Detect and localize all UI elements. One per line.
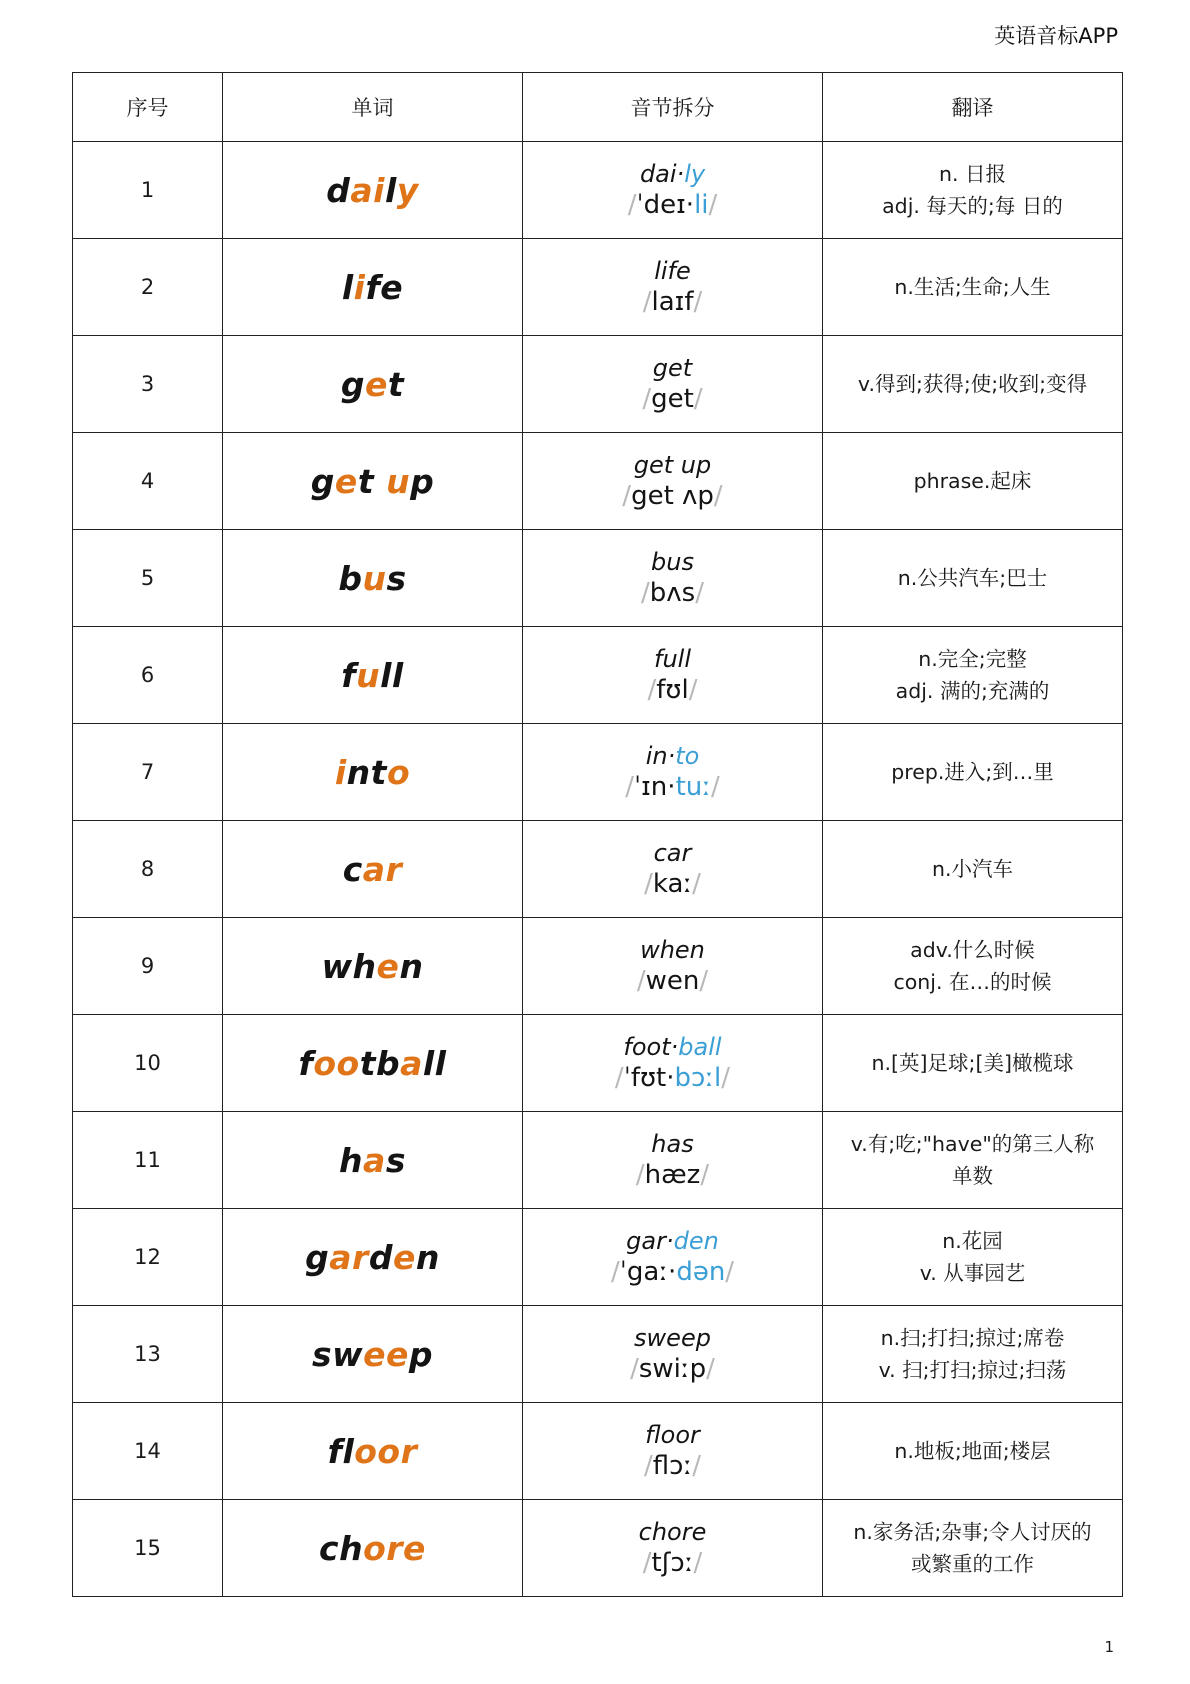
syllable-cell bbox=[523, 1112, 823, 1209]
syllable-segment: has bbox=[651, 1130, 694, 1158]
slash-open: / bbox=[625, 772, 634, 802]
word-text bbox=[305, 1238, 440, 1277]
word-letter-group: e bbox=[364, 364, 388, 404]
translation-cell bbox=[823, 433, 1123, 530]
word-text bbox=[342, 268, 403, 307]
translation-cell bbox=[823, 1112, 1123, 1209]
syllable-segment: foot bbox=[623, 1033, 671, 1061]
syllable-segment: life bbox=[654, 257, 691, 285]
syllable-cell bbox=[523, 239, 823, 336]
table-row bbox=[73, 1403, 1123, 1500]
translation-line: n.小汽车 bbox=[931, 857, 1013, 881]
translation-line: phrase.起床 bbox=[913, 469, 1032, 493]
word-letter-group: e bbox=[334, 461, 358, 501]
syllable-segment: to bbox=[675, 742, 700, 770]
table-row bbox=[73, 239, 1123, 336]
ipa-segment: get ʌp bbox=[631, 481, 714, 511]
row-number: 9 bbox=[73, 918, 223, 1015]
row-number: 8 bbox=[73, 821, 223, 918]
ipa-segment: tuː bbox=[675, 772, 711, 802]
table-row bbox=[73, 142, 1123, 239]
syllable-cell bbox=[523, 1306, 823, 1403]
vocabulary-table bbox=[72, 72, 1123, 1597]
word-letter-group: i bbox=[353, 267, 366, 307]
syllable-segment: sweep bbox=[634, 1324, 711, 1352]
syllable-cell bbox=[523, 821, 823, 918]
word-cell bbox=[223, 530, 523, 627]
word-text bbox=[338, 559, 406, 598]
translation-cell bbox=[823, 1209, 1123, 1306]
slash-close: / bbox=[708, 190, 718, 220]
ipa-segment: · bbox=[668, 1257, 677, 1287]
word-text bbox=[341, 656, 403, 695]
table-row bbox=[73, 1500, 1123, 1597]
syllable-segment: when bbox=[640, 936, 705, 964]
word-letter-group: u bbox=[386, 461, 411, 501]
table-row bbox=[73, 821, 1123, 918]
row-number: 4 bbox=[73, 433, 223, 530]
slash-close: / bbox=[725, 1257, 735, 1287]
slash-open: / bbox=[647, 675, 657, 705]
translation-line: n.花园 bbox=[942, 1229, 1003, 1253]
word-letter-group: p bbox=[410, 461, 435, 501]
row-number: 5 bbox=[73, 530, 223, 627]
word-letter-group: wh bbox=[321, 946, 377, 986]
word-letter-group: a bbox=[400, 1043, 423, 1083]
syllable-split bbox=[531, 644, 814, 674]
word-letter-group: d bbox=[326, 170, 351, 210]
syllable-cell bbox=[523, 1403, 823, 1500]
syllable-cell bbox=[523, 724, 823, 821]
syllable-cell bbox=[523, 336, 823, 433]
translation-line: adv.什么时候 bbox=[910, 938, 1035, 962]
translation-line: n.家务活;杂事;令人讨厌的 bbox=[853, 1520, 1092, 1544]
syllable-split bbox=[531, 1129, 814, 1159]
translation-line: v.得到;获得;使;收到;变得 bbox=[857, 372, 1088, 396]
phonetic-transcription bbox=[531, 1547, 814, 1579]
slash-open: / bbox=[627, 190, 637, 220]
word-cell bbox=[223, 1306, 523, 1403]
word-letter-group: oor bbox=[354, 1431, 418, 1471]
translation-line: adj. 每天的;每 日的 bbox=[882, 194, 1063, 218]
slash-close: / bbox=[695, 578, 704, 608]
translation-line: v. 扫;打扫;掠过;扫荡 bbox=[878, 1358, 1067, 1382]
table-row bbox=[73, 724, 1123, 821]
word-letter-group: t bbox=[357, 461, 387, 501]
translation-line: n. 日报 bbox=[938, 162, 1007, 186]
table-row bbox=[73, 336, 1123, 433]
translation-cell bbox=[823, 239, 1123, 336]
syllable-segment: ly bbox=[684, 160, 706, 188]
table-row bbox=[73, 433, 1123, 530]
syllable-split bbox=[531, 838, 814, 868]
word-letter-group: g bbox=[340, 364, 365, 404]
word-letter-group: ll bbox=[422, 1043, 447, 1083]
word-letter-group: l bbox=[384, 170, 397, 210]
word-letter-group: b bbox=[338, 558, 363, 598]
syllable-segment: chore bbox=[638, 1518, 707, 1546]
slash-open: / bbox=[644, 869, 653, 899]
translation-line: n.扫;打扫;掠过;席卷 bbox=[880, 1326, 1065, 1350]
syllable-segment: in bbox=[645, 742, 668, 770]
translation-cell bbox=[823, 336, 1123, 433]
slash-open: / bbox=[622, 481, 632, 511]
slash-open: / bbox=[636, 966, 646, 996]
syllable-cell bbox=[523, 1209, 823, 1306]
slash-close: / bbox=[721, 1063, 731, 1093]
word-letter-group: sw bbox=[311, 1334, 364, 1374]
ipa-segment: flɔː bbox=[652, 1451, 693, 1481]
syllable-split bbox=[531, 547, 814, 577]
slash-close: / bbox=[713, 481, 723, 511]
translation-cell bbox=[823, 627, 1123, 724]
table-row bbox=[73, 530, 1123, 627]
word-letter-group: e bbox=[392, 1237, 416, 1277]
slash-open: / bbox=[644, 1451, 653, 1481]
slash-open: / bbox=[635, 1160, 645, 1190]
ipa-segment: li bbox=[694, 190, 709, 220]
word-letter-group: tb bbox=[359, 1043, 401, 1083]
table-row bbox=[73, 1306, 1123, 1403]
ipa-segment: kaː bbox=[652, 869, 693, 899]
word-letter-group: u bbox=[356, 655, 381, 695]
row-number: 12 bbox=[73, 1209, 223, 1306]
table-body bbox=[73, 142, 1123, 1597]
column-header-translation: 翻译 bbox=[823, 73, 1123, 142]
phonetic-transcription bbox=[531, 965, 814, 997]
word-text bbox=[343, 850, 403, 889]
syllable-cell bbox=[523, 142, 823, 239]
syllable-segment: floor bbox=[645, 1421, 700, 1449]
translation-line: adj. 满的;充满的 bbox=[895, 679, 1050, 703]
word-letter-group: fe bbox=[365, 267, 404, 307]
translation-line: 或繁重的工作 bbox=[911, 1552, 1034, 1576]
row-number: 3 bbox=[73, 336, 223, 433]
slash-open: / bbox=[614, 1063, 624, 1093]
word-text bbox=[298, 1044, 446, 1083]
syllable-split bbox=[531, 1323, 814, 1353]
slash-close: / bbox=[700, 1160, 710, 1190]
syllable-segment: dai bbox=[639, 160, 677, 188]
word-cell bbox=[223, 1403, 523, 1500]
slash-close: / bbox=[699, 966, 709, 996]
word-letter-group: ch bbox=[319, 1528, 364, 1568]
slash-close: / bbox=[711, 772, 720, 802]
phonetic-transcription bbox=[531, 674, 814, 706]
word-cell bbox=[223, 918, 523, 1015]
syllable-split bbox=[531, 1226, 814, 1256]
translation-line: n.公共汽车;巴士 bbox=[897, 566, 1048, 590]
table-row bbox=[73, 1209, 1123, 1306]
ipa-segment: ˈdeɪ bbox=[636, 190, 686, 220]
word-cell bbox=[223, 1500, 523, 1597]
word-text bbox=[339, 1141, 406, 1180]
word-letter-group: l bbox=[341, 267, 354, 307]
word-letter-group: f bbox=[298, 1043, 314, 1083]
ipa-segment: · bbox=[666, 1063, 675, 1093]
word-letter-group: fl bbox=[327, 1431, 355, 1471]
syllable-segment: · bbox=[676, 160, 685, 188]
word-letter-group: o bbox=[386, 752, 411, 792]
word-letter-group: u bbox=[362, 558, 387, 598]
translation-cell bbox=[823, 724, 1123, 821]
translation-line: 单数 bbox=[952, 1164, 993, 1188]
syllable-segment: full bbox=[654, 645, 691, 673]
ipa-segment: fʊl bbox=[656, 675, 689, 705]
word-letter-group: s bbox=[385, 1140, 406, 1180]
translation-cell bbox=[823, 1306, 1123, 1403]
word-letter-group: f bbox=[341, 655, 357, 695]
translation-line: v. 从事园艺 bbox=[919, 1261, 1026, 1285]
word-cell bbox=[223, 1015, 523, 1112]
translation-cell bbox=[823, 821, 1123, 918]
phonetic-transcription bbox=[531, 286, 814, 318]
word-letter-group: ar bbox=[329, 1237, 369, 1277]
translation-line: n.地板;地面;楼层 bbox=[894, 1439, 1051, 1463]
word-text bbox=[312, 1335, 433, 1374]
slash-close: / bbox=[706, 1354, 715, 1384]
word-text bbox=[341, 365, 404, 404]
syllable-segment: den bbox=[673, 1227, 719, 1255]
word-letter-group: p bbox=[408, 1334, 434, 1374]
phonetic-transcription bbox=[531, 1062, 814, 1094]
word-cell bbox=[223, 1209, 523, 1306]
translation-cell bbox=[823, 1015, 1123, 1112]
syllable-segment: get bbox=[652, 354, 693, 382]
app-title: 英语音标APP bbox=[994, 24, 1118, 48]
slash-open: / bbox=[630, 1354, 639, 1384]
slash-close: / bbox=[692, 869, 701, 899]
syllable-segment: get up bbox=[633, 451, 712, 479]
slash-close: / bbox=[693, 384, 703, 414]
ipa-segment: dən bbox=[676, 1257, 726, 1287]
word-cell bbox=[223, 1112, 523, 1209]
translation-line: conj. 在…的时候 bbox=[893, 970, 1052, 994]
ipa-segment: hæz bbox=[644, 1160, 701, 1190]
ipa-segment: · bbox=[685, 190, 695, 220]
phonetic-transcription bbox=[531, 1256, 814, 1288]
syllable-cell bbox=[523, 918, 823, 1015]
syllable-split bbox=[531, 159, 814, 189]
slash-open: / bbox=[610, 1257, 620, 1287]
translation-cell bbox=[823, 1403, 1123, 1500]
row-number: 6 bbox=[73, 627, 223, 724]
syllable-cell bbox=[523, 627, 823, 724]
word-letter-group: ee bbox=[363, 1334, 409, 1374]
word-letter-group: ai bbox=[350, 170, 385, 210]
table-row bbox=[73, 627, 1123, 724]
syllable-split bbox=[531, 1420, 814, 1450]
word-text bbox=[328, 1432, 418, 1471]
slash-open: / bbox=[642, 384, 652, 414]
translation-line: n.[英]足球;[美]橄榄球 bbox=[871, 1051, 1074, 1075]
slash-close: / bbox=[692, 1451, 701, 1481]
slash-close: / bbox=[693, 1548, 703, 1578]
word-cell bbox=[223, 239, 523, 336]
translation-line: v.有;吃;"have"的第三人称 bbox=[850, 1132, 1095, 1156]
page-number: 1 bbox=[1104, 1638, 1114, 1656]
row-number: 14 bbox=[73, 1403, 223, 1500]
word-text bbox=[326, 171, 419, 210]
translation-cell bbox=[823, 530, 1123, 627]
translation-line: n.完全;完整 bbox=[918, 647, 1027, 671]
syllable-segment: gar bbox=[626, 1227, 666, 1255]
translation-line: prep.进入;到…里 bbox=[891, 760, 1054, 784]
slash-open: / bbox=[642, 287, 652, 317]
ipa-segment: laɪf bbox=[651, 287, 694, 317]
slash-open: / bbox=[641, 578, 650, 608]
ipa-segment: bɔːl bbox=[674, 1063, 722, 1093]
word-letter-group: t bbox=[387, 364, 405, 404]
word-letter-group: g bbox=[310, 461, 335, 501]
ipa-segment: ˈfʊt bbox=[623, 1063, 667, 1093]
phonetic-transcription bbox=[531, 383, 814, 415]
word-letter-group: d bbox=[368, 1237, 393, 1277]
syllable-split bbox=[531, 353, 814, 383]
ipa-segment: swiːp bbox=[638, 1354, 707, 1384]
syllable-segment: · bbox=[670, 1033, 679, 1061]
phonetic-transcription bbox=[531, 1450, 814, 1482]
word-cell bbox=[223, 627, 523, 724]
word-cell bbox=[223, 336, 523, 433]
ipa-segment: ˈɪn bbox=[634, 772, 668, 802]
row-number: 13 bbox=[73, 1306, 223, 1403]
ipa-segment: wen bbox=[645, 966, 700, 996]
syllable-cell bbox=[523, 433, 823, 530]
word-text bbox=[311, 462, 434, 501]
syllable-segment: bus bbox=[651, 548, 694, 576]
translation-cell bbox=[823, 1500, 1123, 1597]
word-letter-group: h bbox=[339, 1140, 364, 1180]
row-number: 7 bbox=[73, 724, 223, 821]
slash-close: / bbox=[693, 287, 703, 317]
phonetic-transcription bbox=[531, 189, 814, 221]
table-row bbox=[73, 1015, 1123, 1112]
syllable-split bbox=[531, 935, 814, 965]
word-letter-group: ore bbox=[363, 1528, 426, 1568]
slash-close: / bbox=[688, 675, 698, 705]
row-number: 15 bbox=[73, 1500, 223, 1597]
word-letter-group: n bbox=[415, 1237, 440, 1277]
word-cell bbox=[223, 433, 523, 530]
table-row bbox=[73, 1112, 1123, 1209]
word-cell bbox=[223, 142, 523, 239]
syllable-cell bbox=[523, 530, 823, 627]
word-letter-group: i bbox=[334, 752, 347, 792]
word-letter-group: g bbox=[305, 1237, 330, 1277]
translation-cell bbox=[823, 918, 1123, 1015]
word-text bbox=[322, 947, 424, 986]
word-letter-group: s bbox=[386, 558, 407, 598]
column-header-number: 序号 bbox=[73, 73, 223, 142]
translation-cell bbox=[823, 142, 1123, 239]
syllable-split bbox=[531, 256, 814, 286]
word-text bbox=[319, 1529, 426, 1568]
table-row bbox=[73, 918, 1123, 1015]
syllable-cell bbox=[523, 1015, 823, 1112]
phonetic-transcription bbox=[531, 577, 814, 609]
word-text bbox=[335, 753, 410, 792]
syllable-split bbox=[531, 741, 814, 771]
syllable-segment: · bbox=[665, 1227, 674, 1255]
word-cell bbox=[223, 724, 523, 821]
word-letter-group: nt bbox=[346, 752, 387, 792]
word-letter-group: ar bbox=[362, 849, 403, 889]
syllable-segment: ball bbox=[678, 1033, 722, 1061]
phonetic-transcription bbox=[531, 771, 814, 803]
row-number: 1 bbox=[73, 142, 223, 239]
word-letter-group: oo bbox=[313, 1043, 360, 1083]
ipa-segment: ˈgaː bbox=[619, 1257, 669, 1287]
ipa-segment: bʌs bbox=[649, 578, 696, 608]
phonetic-transcription bbox=[531, 868, 814, 900]
column-header-word: 单词 bbox=[223, 73, 523, 142]
syllable-split bbox=[531, 1032, 814, 1062]
ipa-segment: tʃɔː bbox=[651, 1548, 694, 1578]
word-letter-group: c bbox=[342, 849, 363, 889]
syllable-split bbox=[531, 450, 814, 480]
syllable-split bbox=[531, 1517, 814, 1547]
table-header-row bbox=[73, 73, 1123, 142]
word-cell bbox=[223, 821, 523, 918]
row-number: 2 bbox=[73, 239, 223, 336]
syllable-segment: · bbox=[667, 742, 676, 770]
ipa-segment: · bbox=[667, 772, 676, 802]
row-number: 11 bbox=[73, 1112, 223, 1209]
column-header-syllables: 音节拆分 bbox=[523, 73, 823, 142]
ipa-segment: get bbox=[651, 384, 694, 414]
word-letter-group: y bbox=[396, 170, 419, 210]
slash-open: / bbox=[642, 1548, 652, 1578]
phonetic-transcription bbox=[531, 1353, 814, 1385]
phonetic-transcription bbox=[531, 480, 814, 512]
word-letter-group: a bbox=[363, 1140, 386, 1180]
phonetic-transcription bbox=[531, 1159, 814, 1191]
word-letter-group: e bbox=[376, 946, 400, 986]
syllable-segment: car bbox=[653, 839, 692, 867]
translation-line: n.生活;生命;人生 bbox=[894, 275, 1051, 299]
word-letter-group: ll bbox=[380, 655, 404, 695]
word-letter-group: n bbox=[399, 946, 424, 986]
row-number: 10 bbox=[73, 1015, 223, 1112]
syllable-cell bbox=[523, 1500, 823, 1597]
